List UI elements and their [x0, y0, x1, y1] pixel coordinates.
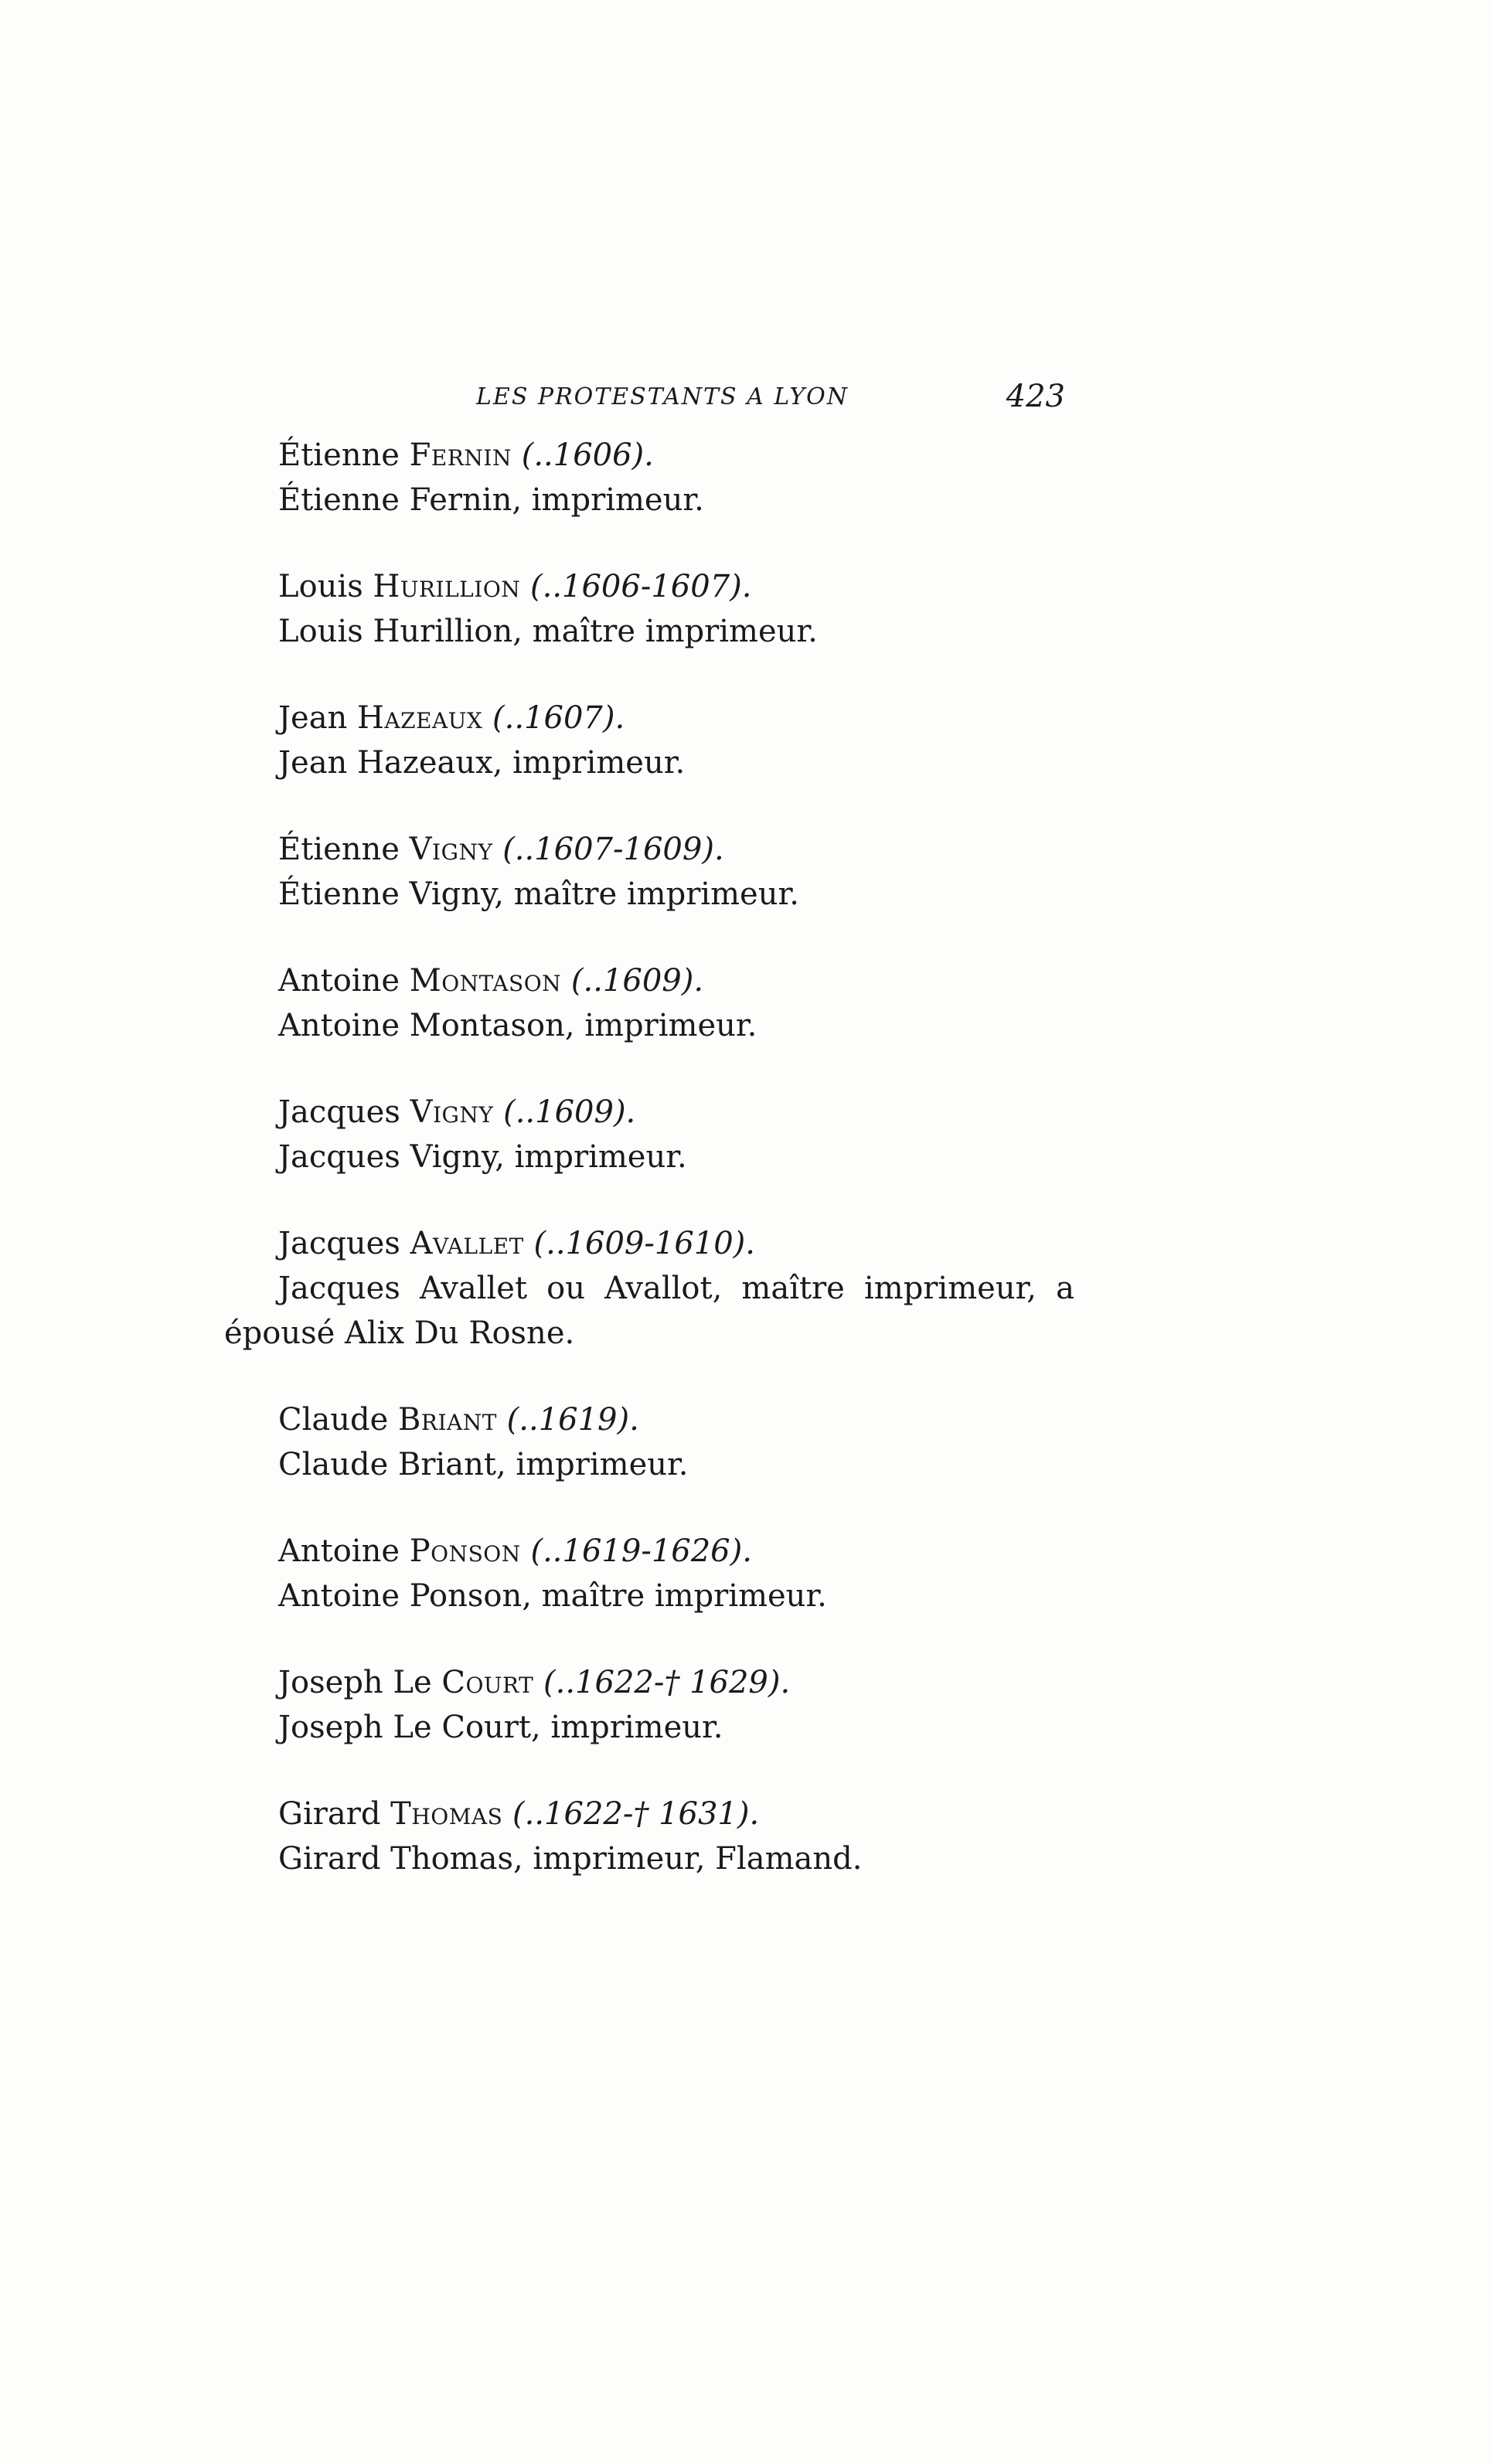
entry-heading [224, 1397, 1074, 1442]
surname: Vigny [409, 832, 493, 867]
dates: (..1619). [506, 1402, 639, 1438]
dates: (..1622-† 1631). [512, 1796, 760, 1832]
dates: (..1606-1607). [530, 569, 752, 604]
given-name: Girard [278, 1796, 381, 1832]
entry-heading [224, 696, 1074, 740]
surname: Court [441, 1665, 534, 1700]
entry-heading [224, 1792, 1074, 1836]
dates: (..1619-1626). [530, 1533, 752, 1569]
running-head [476, 379, 1065, 417]
entry-description: Jacques Avallet ou Avallot, maître imprimeur, a épousé Alix Du Rosne. [224, 1271, 1074, 1351]
entry-heading [224, 1529, 1074, 1574]
given-name: Louis [278, 569, 363, 604]
surname: Montason [409, 963, 562, 999]
surname: Vigny [410, 1094, 494, 1130]
entry-description: Girard Thomas, imprimeur, Flamand. [278, 1841, 863, 1877]
given-name: Antoine [278, 1533, 400, 1569]
dates: (..1606). [521, 437, 654, 473]
entry [224, 696, 1074, 785]
entry-heading [224, 564, 1074, 609]
entry-heading [224, 433, 1074, 478]
entry [224, 433, 1074, 522]
given-name: Joseph Le [278, 1665, 432, 1700]
entry [224, 1397, 1074, 1487]
dates: (..1622-† 1629). [543, 1665, 791, 1700]
dates: (..1609-1610). [533, 1226, 755, 1261]
entry-heading [224, 827, 1074, 872]
entry [224, 958, 1074, 1048]
given-name: Jean [278, 700, 348, 736]
entry [224, 827, 1074, 917]
page-number: 423 [1006, 379, 1065, 414]
surname: Thomas [390, 1796, 503, 1832]
surname: Avallet [410, 1226, 524, 1261]
entry-description: Étienne Fernin, imprimeur. [278, 482, 704, 518]
given-name: Claude [278, 1402, 389, 1438]
printer-entries [224, 433, 1074, 1923]
entry-description: Jean Hazeaux, imprimeur. [278, 745, 686, 781]
given-name: Étienne [278, 832, 400, 867]
entry-heading [224, 1090, 1074, 1135]
surname: Ponson [409, 1533, 521, 1569]
entry [224, 1529, 1074, 1618]
given-name: Antoine [278, 963, 400, 999]
entry-heading [224, 1660, 1074, 1705]
entry-description: Antoine Montason, imprimeur. [278, 1008, 757, 1043]
entry-heading [224, 958, 1074, 1003]
entry-description: Étienne Vigny, maître imprimeur. [278, 876, 799, 912]
entry-heading [224, 1221, 1074, 1266]
dates: (..1609). [570, 963, 704, 999]
dates: (..1607-1609). [502, 832, 724, 867]
surname: Hurillion [373, 569, 521, 604]
surname: Hazeaux [357, 700, 483, 736]
entry [224, 1660, 1074, 1750]
entry-description: Claude Briant, imprimeur. [278, 1447, 689, 1482]
given-name: Jacques [278, 1094, 400, 1130]
given-name: Étienne [278, 437, 400, 473]
entry [224, 1792, 1074, 1881]
surname: Briant [398, 1402, 497, 1438]
surname: Fernin [409, 437, 512, 473]
given-name: Jacques [278, 1226, 400, 1261]
entry-description: Louis Hurillion, maître imprimeur. [278, 614, 818, 649]
entry-description: Antoine Ponson, maître imprimeur. [278, 1578, 827, 1614]
dates: (..1609). [503, 1094, 636, 1130]
entry [224, 1221, 1074, 1356]
dates: (..1607). [492, 700, 625, 736]
entry-description: Jacques Vigny, imprimeur. [278, 1139, 687, 1175]
entry [224, 564, 1074, 654]
entry [224, 1090, 1074, 1179]
running-title: LES PROTESTANTS A LYON [476, 383, 849, 410]
entry-description: Joseph Le Court, imprimeur. [278, 1710, 723, 1745]
